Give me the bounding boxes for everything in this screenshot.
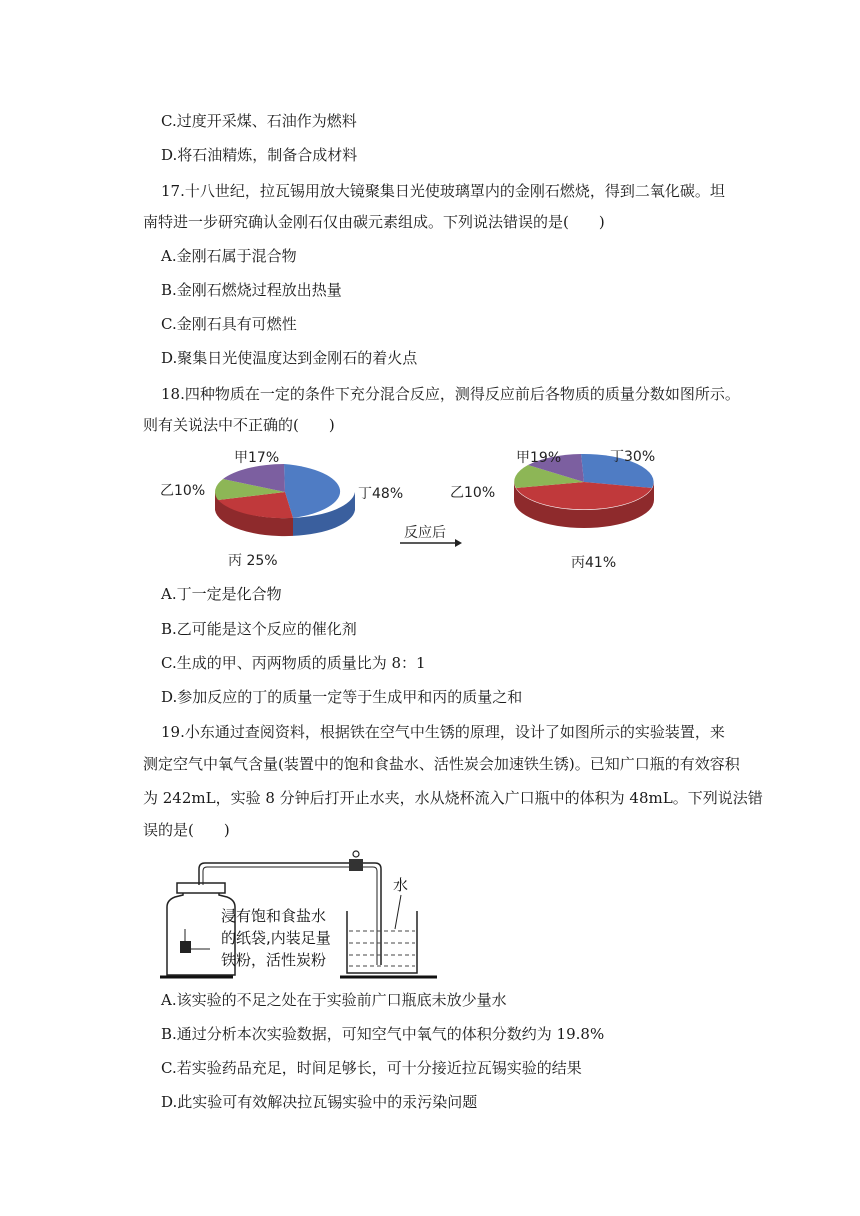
pie-before-label-ding: 丁48% (358, 486, 404, 502)
pie-before-slice-ding (284, 464, 340, 518)
pie-before-label-bing: 丙 25% (228, 553, 278, 569)
q19-stem-line2: 测定空气中氧气含量(装置中的饱和食盐水、活性炭会加速铁生锈)。已知广口瓶的有效容积 (143, 755, 740, 773)
arrow-label: 反应后 (404, 525, 446, 541)
beaker (347, 911, 417, 973)
pie-after-label-jia: 甲19% (516, 450, 562, 466)
stopper (177, 883, 225, 893)
option-d-prev: D.将石油精炼，制备合成材料 (161, 146, 358, 164)
q18-option-b: B.乙可能是这个反应的催化剂 (161, 620, 357, 638)
pie-figure (150, 440, 710, 580)
q17-option-a: A.金刚石属于混合物 (161, 247, 297, 265)
q17-option-d: D.聚集日光使温度达到金刚石的着火点 (161, 349, 418, 367)
q18-stem-line2: 则有关说法中不正确的( ) (143, 416, 335, 434)
q18-option-c: C.生成的甲、丙两物质的质量比为 8：1 (161, 654, 426, 672)
apparatus-figure (155, 845, 455, 980)
clamp-screw (353, 851, 359, 857)
pie-after-label-ding: 丁30% (610, 449, 656, 465)
bag-label-line3: 铁粉，活性炭粉 (221, 951, 327, 969)
q18-stem-line1: 18.四种物质在一定的条件下充分混合反应，测得反应前后各物质的质量分数如图所示。 (161, 385, 740, 403)
pie-before-label-jia: 甲17% (234, 450, 280, 466)
water-pointer (395, 895, 401, 929)
option-c-prev: C.过度开采煤、石油作为燃料 (161, 112, 357, 130)
q17-option-b: B.金刚石燃烧过程放出热量 (161, 281, 342, 299)
q17-option-c: C.金刚石具有可燃性 (161, 315, 297, 333)
q18-option-d: D.参加反应的丁的质量一定等于生成甲和丙的质量之和 (161, 688, 523, 706)
paper-bag (180, 941, 191, 953)
pie-after-label-yi: 乙10% (450, 485, 496, 501)
q19-stem-line4: 误的是( ) (143, 821, 230, 839)
pie-after-label-bing: 丙41% (571, 555, 617, 571)
q19-stem-line3: 为 242mL，实验 8 分钟后打开止水夹，水从烧杯流入广口瓶中的体积为 48mL。下列说法错 (143, 789, 763, 807)
q19-option-b: B.通过分析本次实验数据，可知空气中氧气的体积分数约为 19.8% (161, 1025, 605, 1043)
clamp (349, 859, 363, 871)
q17-stem-line2: 南特进一步研究确认金刚石仅由碳元素组成。下列说法错误的是( ) (143, 213, 605, 231)
q17-stem-line1: 17.十八世纪，拉瓦锡用放大镜聚集日光使玻璃罩内的金刚石燃烧，得到二氧化碳。坦 (161, 182, 725, 200)
pie-before-label-yi: 乙10% (160, 483, 206, 499)
water-label: 水 (393, 876, 409, 894)
q19-stem-line1: 19.小东通过查阅资料，根据铁在空气中生锈的原理，设计了如图所示的实验装置，来 (161, 723, 725, 741)
bag-label-line1: 浸有饱和食盐水 (221, 907, 327, 925)
q19-option-c: C.若实验药品充足，时间足够长，可十分接近拉瓦锡实验的结果 (161, 1059, 582, 1077)
q18-option-a: A.丁一定是化合物 (161, 585, 282, 603)
pie-before (215, 464, 355, 536)
reaction-arrow-head (455, 539, 462, 547)
q19-option-d: D.此实验可有效解决拉瓦锡实验中的汞污染问题 (161, 1093, 478, 1111)
q19-option-a: A.该实验的不足之处在于实验前广口瓶底未放少量水 (161, 991, 507, 1009)
bag-label-line2: 的纸袋,内装足量 (221, 929, 331, 947)
